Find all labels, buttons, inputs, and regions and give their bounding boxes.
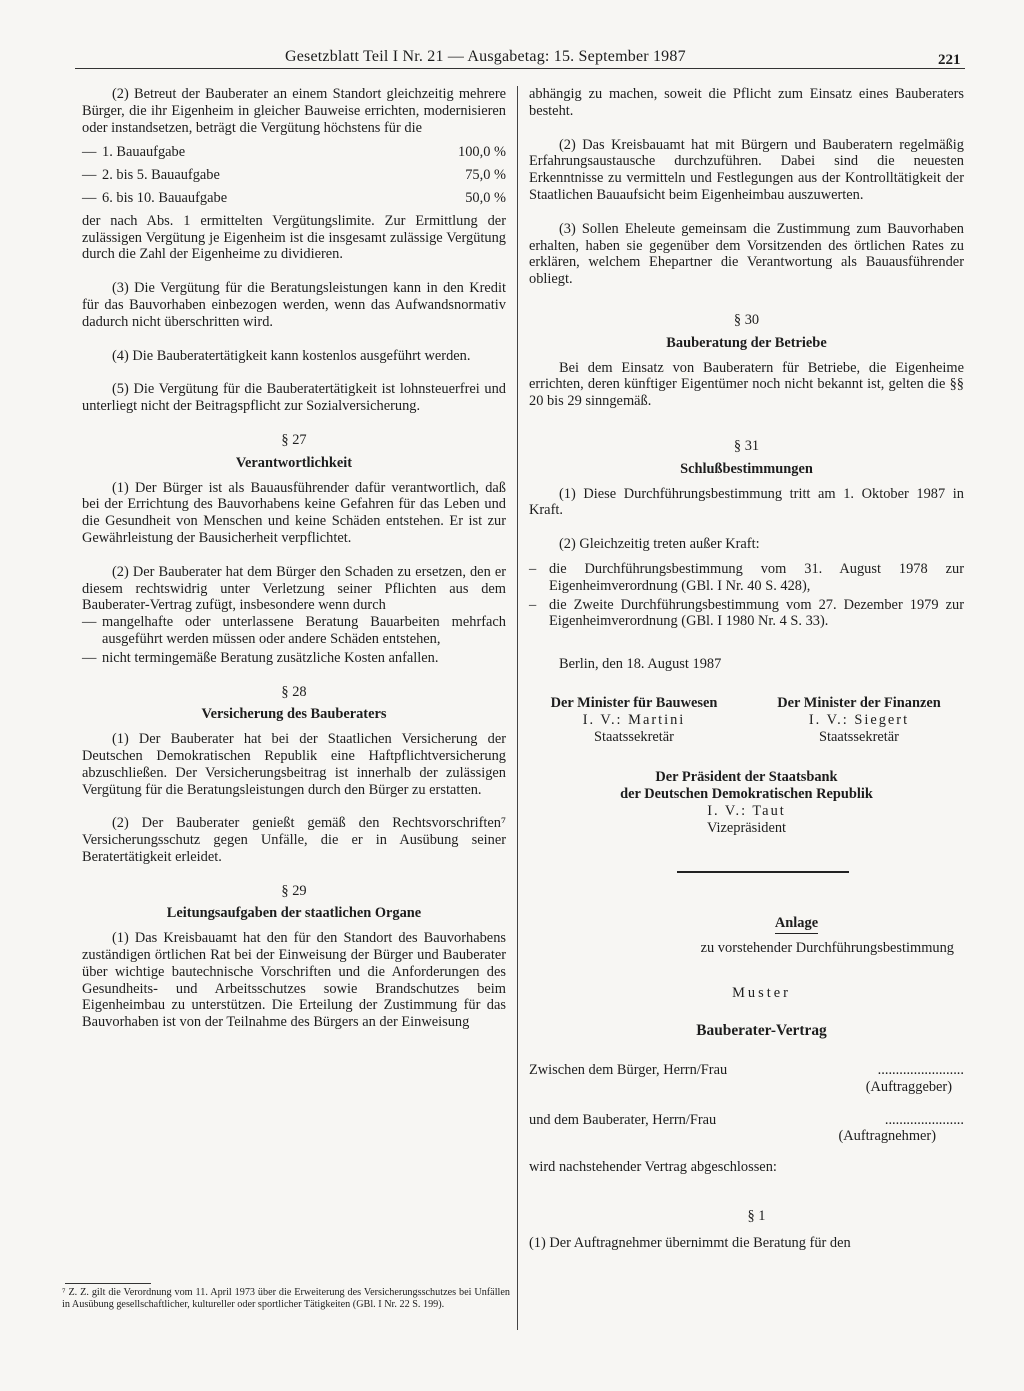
section-31-number: § 31 [733,437,760,454]
grade-row: — 6. bis 10. Bauaufgabe 50,0 % [82,189,506,206]
section-29-number: § 29 [281,882,307,899]
party-client-blank: ........................ [877,1062,964,1079]
signature-row [529,695,964,745]
paragraph-29-1: (1) Das Kreisbauamt hat den für den Standort des Bauvorhabens zuständigen örtlichen Rat bei der Einweisung der Bürger und Bauberater über wichtige bautechnische Vorschriften und die Anforderungen des Gesundheits- und Arbeitsschutzes sowie Brandschutzes beim Eigenheimbau zu unterstützen. Die Erteilung der Zustimmung für das Bauvorhaben ist von der Teilnahme des Bürgers an der Einweisung [82,930,506,1031]
paragraph-29-2: (2) Das Kreisbauamt hat mit Bürgern und Bauberatern regelmäßig Erfahrungsaustausche durchzuführen. Dabei sind die neuesten Erkenntnisse zu vermitteln und Festlegungen aus der Kontrolltätigkeit der Staatlichen Bauaufsicht beim Eigenheimbau auszuwerten. [529,136,964,203]
signature-name: I. V.: Siegert [808,711,910,728]
signature-block-president [529,769,964,837]
footnote: ⁷ Z. Z. gilt die Verordnung vom 11. April 1973 über die Erweiterung des Versicherungsschutzes bei Unfällen in Ausübung gesellschaftlicher, kultureller oder sportlicher Tätigkeiten (GBl. I Nr. 22 S. 199). [62,1287,510,1311]
grade-row: — 2. bis 5. Bauaufgabe 75,0 % [82,167,506,184]
paragraph-28-2: (2) Der Bauberater genießt gemäß den Rechtsvorschriften⁷ Versicherungsschutz gegen Unfälle, die er in Ausübung seiner Beratertätigkeit erleidet. [82,815,506,865]
paragraph-29-1-continued: abhängig zu machen, soweit die Pflicht zum Einsatz eines Bauberaters besteht. [529,86,964,119]
party-contractor [529,1112,964,1129]
contract-concluded: wird nachstehender Vertrag abgeschlossen: [529,1159,777,1176]
grade-label: 1. Bauaufgabe [102,144,186,161]
list-item: – die Zweite Durchführungsbestimmung vom 27. Dezember 1979 zur Eigenheimverordnung (GBl. I 1980 Nr. 4 S. 33). [529,596,964,630]
paragraph-31-1: (1) Diese Durchführungsbestimmung tritt am 1. Oktober 1987 in Kraft. [529,485,964,519]
paragraph-29-3: (3) Sollen Eheleute gemeinsam die Zustimmung zum Bauvorhaben erhalten, haben sie gegenüber dem Vorsitzenden des örtlichen Rates zu erklären, welchem Ehepartner die Verantwortung als Bauausführender obliegt. [529,220,964,288]
party-contractor-blank: ...................... [884,1111,964,1128]
paragraph-30: Bei dem Einsatz von Bauberatern für Betriebe, die Eigenheime errichten, deren künftiger Eigentümer noch nicht bekannt ist, gelten die §§ 20 bis 29 sinngemäß. [529,359,964,410]
party-client [529,1062,964,1079]
section-30-title: Bauberatung der Betriebe [666,334,827,351]
signature-role: Vizepräsident [706,820,787,837]
signature-name: I. V.: Martini [582,711,686,728]
grade-list [82,144,506,206]
list-item: — nicht termingemäße Beratung zusätzliche Kosten anfallen. [82,649,439,666]
right-column [529,86,964,1252]
grade-label: 2. bis 5. Bauaufgabe [102,167,220,184]
party-contractor-text: und dem Bauberater, Herrn/Frau [529,1111,717,1128]
footnote-rule [65,1283,151,1284]
annex-subtitle: zu vorstehender Durchführungsbestimmung [700,939,954,956]
header-title: Gesetzblatt Teil I Nr. 21 — Ausgabetag: 15. September 1987 [285,48,686,65]
signature-block [529,695,739,745]
left-column [82,86,506,1031]
paragraph-27-2: (2) Der Bauberater hat dem Bürger den Schaden zu ersetzen, den er diesem rechtswidrig unter Verletzung seiner Pflichten aus dem Bauberater-Vertrag zufügt, insbesondere wenn durch [82,563,506,614]
paragraph-26-3: (3) Die Vergütung für die Beratungsleistungen kann in den Kredit für das Bauvorhaben einbezogen werden, wenn das Aufwandsnormativ dadurch nicht überschritten wird. [82,280,506,330]
party-contractor-role: (Auftragnehmer) [838,1128,936,1145]
section-divider [677,871,849,873]
grade-percent: 50,0 % [465,189,506,206]
muster-label: Muster [732,984,791,1001]
section-29-title: Leitungsaufgaben der staatlichen Organe [166,905,422,922]
paragraph-28-1: (1) Der Bauberater hat bei der Staatlichen Versicherung der Deutschen Demokratischen Republik eine Haftpflichtversicherung abzuschließen. Der Versicherungsbeitrag ist innerhalb der zulässigen Vergütung für die Beratungsleistungen durch den Bürger zu erstatten. [82,731,506,798]
paragraph-27-1: (1) Der Bürger ist als Bauausführender dafür verantwortlich, daß bei der Errichtung des Bauvorhabens keine Gefahren für das Leben und die Gesundheit von Menschen und keine Schäden entstehen. Er ist zur Gewährleistung der Bausicherheit verpflichtet. [82,479,506,546]
list-item: – die Durchführungsbestimmung vom 31. August 1978 zur Eigenheimverordnung (GBl. I Nr. 40 S. 428), [529,560,964,594]
section-27-title: Verantwortlichkeit [235,454,353,471]
signature-office: Der Minister für Bauwesen [550,694,718,711]
section-31-title: Schlußbestimmungen [680,460,813,477]
section-28-title: Versicherung des Bauberaters [201,706,387,723]
signature-office: Der Minister der Finanzen [777,694,941,711]
grade-percent: 100,0 % [458,144,506,161]
list-item: — mangelhafte oder unterlassene Beratung Bauarbeiten mehrfach ausgeführt werden müssen oder andere Schäden entstehen, [82,614,506,647]
paragraph-26-2-end: der nach Abs. 1 ermittelten Vergütungslimite. Zur Ermittlung der zulässigen Vergütung je Eigenheim ist die insgesamt zulässige Vergütung durch die Zahl der Eigenheime zu dividieren. [82,212,506,263]
signature-office: Der Präsident der Staatsbank [655,769,838,786]
section-28-number: § 28 [281,683,307,700]
signature-name: I. V.: Taut [707,803,786,820]
contract-section-1-text: (1) Der Auftragnehmer übernimmt die Beratung für den [529,1234,851,1251]
paragraph-26-2-intro: (2) Betreut der Bauberater an einem Standort gleichzeitig mehrere Bürger, die ihr Eigenheim in gleicher Bauweise errichten, modernisieren oder instandsetzen, beträgt die Vergütung höchstens für die [82,86,506,136]
paragraph-31-2: (2) Gleichzeitig treten außer Kraft: [559,536,760,553]
annex-heading [529,915,964,934]
section-30-number: § 30 [733,311,760,328]
page-number: 221 [938,52,961,68]
signature-role: Staatssekretär [819,728,899,745]
signature-office: der Deutschen Demokratischen Republik [620,786,873,803]
grade-row: — 1. Bauaufgabe 100,0 % [82,144,506,161]
paragraph-26-4: (4) Die Bauberatertätigkeit kann kostenlos ausgeführt werden. [112,347,471,364]
contract-title: Bauberater-Vertrag [696,1022,827,1040]
grade-label: 6. bis 10. Bauaufgabe [102,189,228,206]
contract-section-1-number: § 1 [747,1208,766,1225]
grade-percent: 75,0 % [465,167,506,184]
header-rule [75,68,965,69]
section-27-number: § 27 [281,431,307,448]
place-date: Berlin, den 18. August 1987 [559,656,722,673]
signature-role: Staatssekretär [594,728,674,745]
party-client-text: Zwischen dem Bürger, Herrn/Frau [529,1062,728,1079]
paragraph-26-5: (5) Die Vergütung für die Bauberatertätigkeit ist lohnsteuerfrei und unterliegt nicht der Beitragspflicht zur Sozialversicherung. [82,381,506,415]
annex-title: Anlage [775,915,818,934]
signature-block [754,695,964,745]
column-divider [517,86,518,1330]
party-client-role: (Auftraggeber) [865,1078,952,1095]
